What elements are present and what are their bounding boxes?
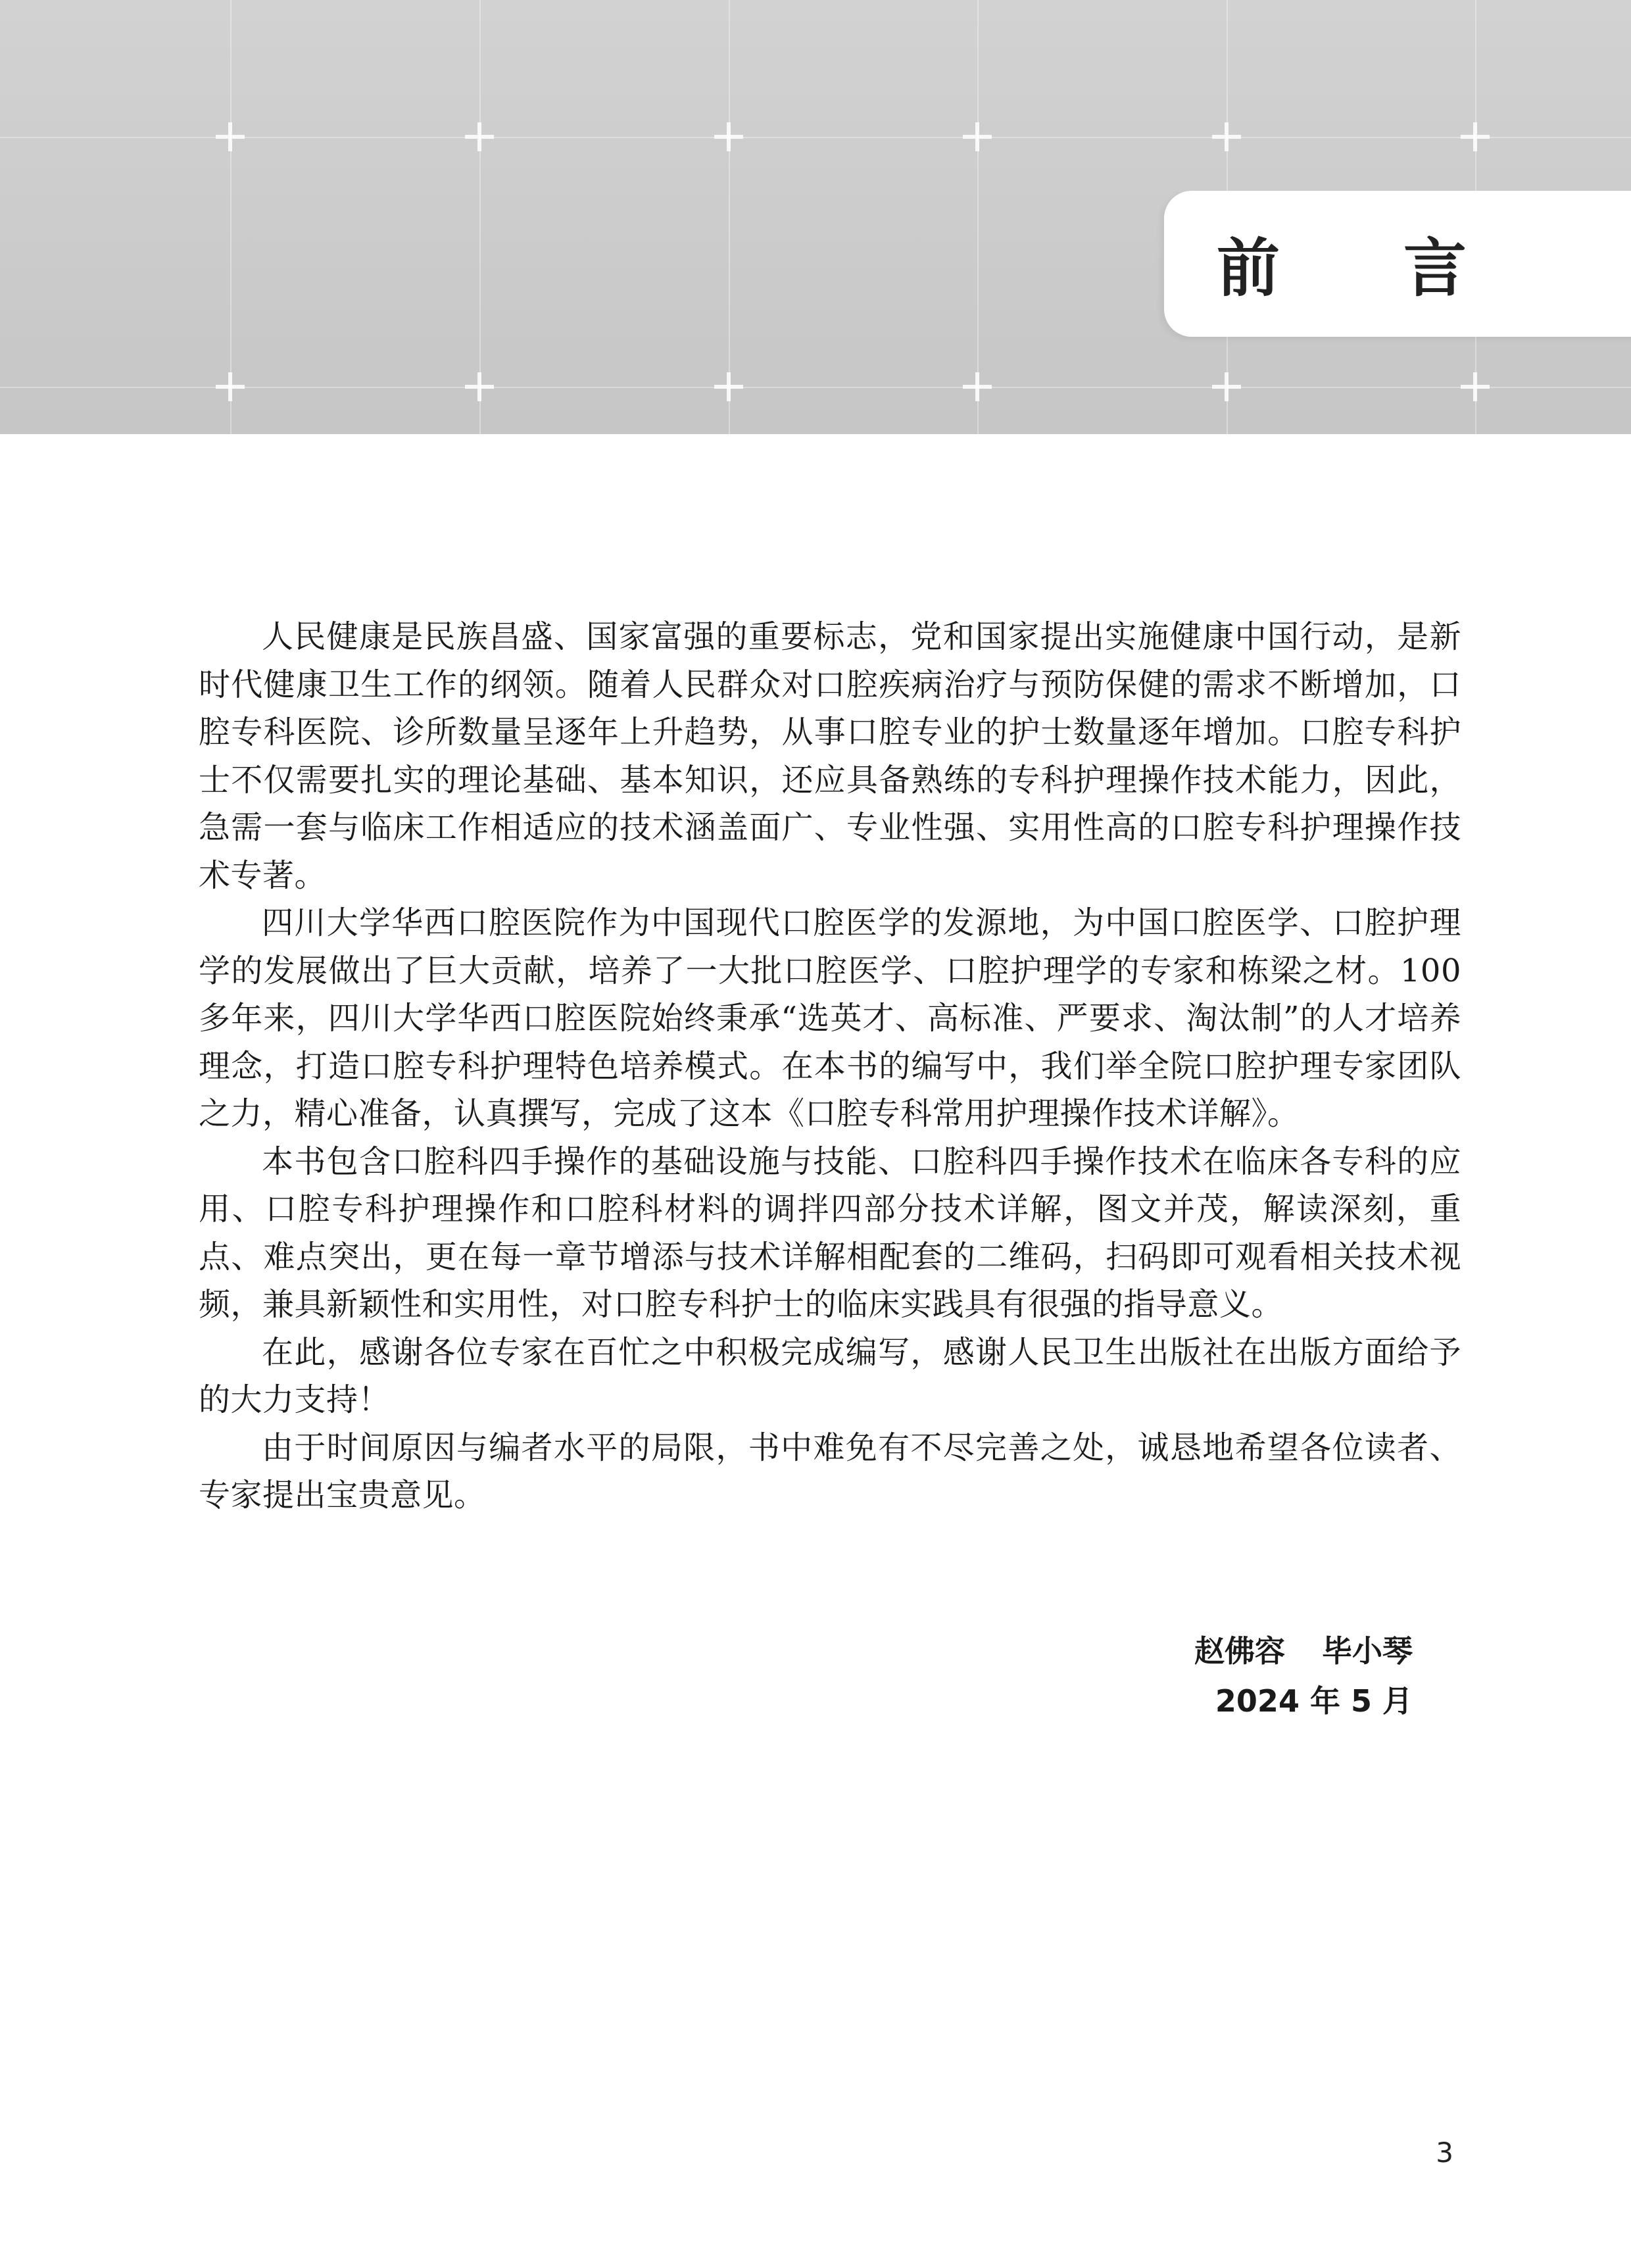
- signature-date: 2024 年 5 月: [1215, 1683, 1413, 1719]
- plus-ornament-icon: [963, 372, 992, 401]
- page-title-char: 言: [1403, 230, 1467, 305]
- page-title: [1217, 217, 1467, 309]
- banner-guide-line: [0, 137, 1631, 138]
- plus-ornament-icon: [963, 122, 992, 151]
- plus-ornament-icon: [1461, 122, 1490, 151]
- plus-ornament-icon: [216, 122, 245, 151]
- preface-paragraph: 人民健康是民族昌盛、国家富强的重要标志，党和国家提出实施健康中国行动，是新时代健康卫生工作的纲领。随着人民群众对口腔疾病治疗与预防保健的需求不断增加，口腔专科医院、诊所数量呈逐年上升趋势，从事口腔专业的护士数量逐年增加。口腔专科护士不仅需要扎实的理论基础、基本知识，还应具备熟练的专科护理操作技术能力，因此，急需一套与临床工作相适应的技术涵盖面广、专业性强、实用性高的口腔专科护理操作技术专著。: [199, 618, 1461, 894]
- plus-ornament-icon: [1461, 372, 1490, 401]
- signature-block: [821, 1626, 1413, 1726]
- preface-paragraph: 由于时间原因与编者水平的局限，书中难免有不尽完善之处，诚恳地希望各位读者、专家提出宝贵意见。: [199, 1429, 1461, 1514]
- plus-ornament-icon: [465, 122, 494, 151]
- author-names: 赵佛容 毕小琴: [1194, 1633, 1413, 1669]
- banner-guide-line: [729, 0, 730, 434]
- plus-ornament-icon: [714, 122, 743, 151]
- banner-guide-line: [0, 387, 1631, 388]
- plus-ornament-icon: [714, 372, 743, 401]
- preface-paragraph: 本书包含口腔科四手操作的基础设施与技能、口腔科四手操作技术在临床各专科的应用、口腔专科护理操作和口腔科材料的调拌四部分技术详解，图文并茂，解读深刻，重点、难点突出，更在每一章节增添与技术详解相配套的二维码，扫码即可观看相关技术视频，兼具新颖性和实用性，对口腔专科护士的临床实践具有很强的指导意义。: [199, 1143, 1461, 1323]
- plus-ornament-icon: [1212, 372, 1241, 401]
- preface-paragraph: 在此，感谢各位专家在百忙之中积极完成编写，感谢人民卫生出版社在出版方面给予的大力支持！: [199, 1333, 1461, 1418]
- banner-guide-line: [479, 0, 481, 434]
- page-title-char: 前: [1217, 230, 1280, 305]
- page-number: 3: [1436, 2136, 1453, 2169]
- banner-guide-line: [977, 0, 979, 434]
- preface-paragraph: 四川大学华西口腔医院作为中国现代口腔医学的发源地，为中国口腔医学、口腔护理学的发展做出了巨大贡献，培养了一大批口腔医学、口腔护理学的专家和栋梁之材。100多年来，四川大学华西口腔医院始终秉承“选英才、高标准、严要求、淘汰制”的人才培养理念，打造口腔专科护理特色培养模式。在本书的编写中，我们举全院口腔护理专家团队之力，精心准备，认真撰写，完成了这本《口腔专科常用护理操作技术详解》。: [199, 904, 1461, 1132]
- plus-ornament-icon: [465, 372, 494, 401]
- preface-body: [199, 613, 1461, 1519]
- banner-guide-line: [230, 0, 231, 434]
- plus-ornament-icon: [1212, 122, 1241, 151]
- plus-ornament-icon: [216, 372, 245, 401]
